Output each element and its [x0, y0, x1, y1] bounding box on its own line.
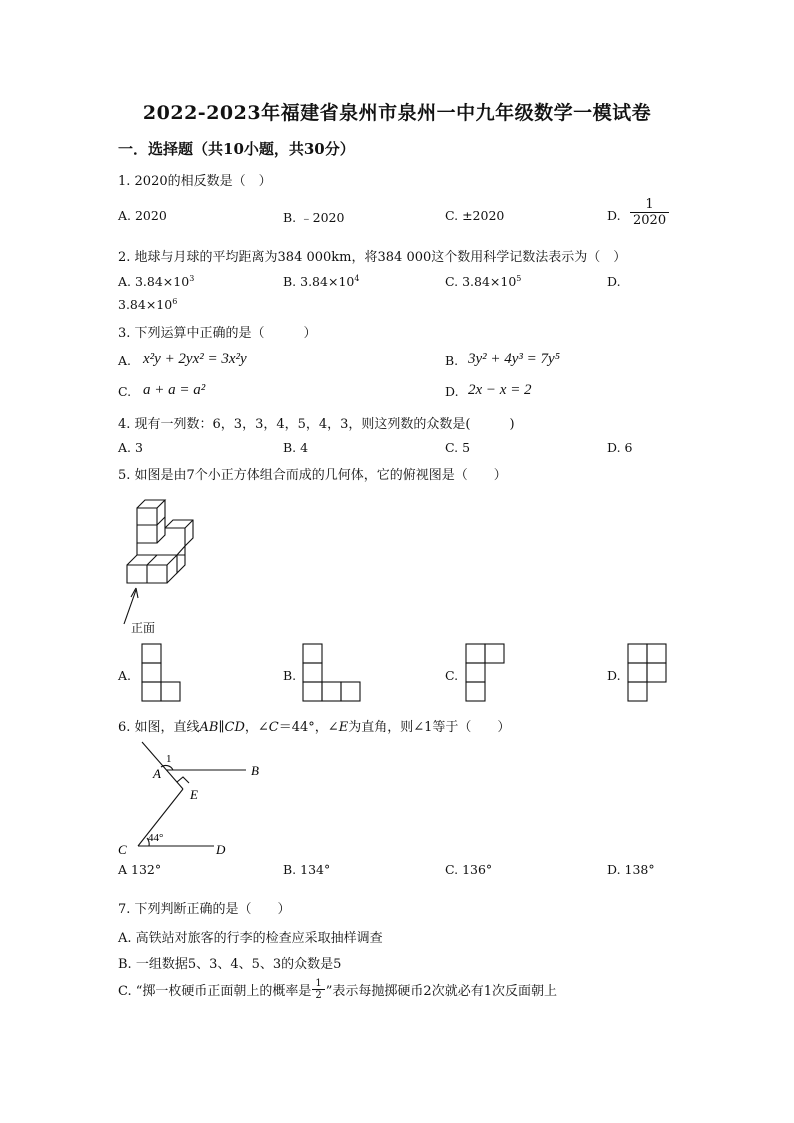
- q6-stem-suffix: 为直角，则∠1等于（ ）: [348, 720, 511, 735]
- question-6-stem: [118, 716, 510, 735]
- point-d-label: D: [216, 842, 226, 857]
- q1-option-c: C. ±2020: [445, 208, 505, 223]
- q5-option-a-label: A.: [118, 668, 132, 683]
- q6-option-c: C. 136°: [445, 862, 493, 877]
- question-1-stem: 1. 2020的相反数是（ ）: [118, 174, 272, 189]
- q3-option-c-expr: a + a = a²: [143, 382, 206, 398]
- q6-stem-line-cd: CD: [224, 720, 245, 735]
- q6-stem-point-e: E: [338, 720, 349, 735]
- fraction-numerator: 1: [315, 978, 322, 989]
- q5-option-d-label: D.: [607, 668, 621, 683]
- q6-stem-line-ab: AB: [199, 720, 219, 735]
- option-base: C. 3.84×10: [445, 274, 517, 289]
- q3-option-d-expr: 2x − x = 2: [468, 382, 532, 398]
- q7-option-c: [118, 980, 557, 1003]
- q1-option-a: A. 2020: [118, 208, 167, 223]
- question-3-stem: 3. 下列运算中正确的是（ ）: [118, 326, 317, 341]
- option-base: B. 3.84×10: [283, 274, 355, 289]
- q6-option-a: A 132°: [118, 862, 162, 877]
- q2-option-d: [118, 297, 177, 312]
- option-exponent: 4: [354, 273, 360, 283]
- q4-option-c: C. 5: [445, 440, 471, 455]
- angle-44-label: 44°: [148, 832, 164, 844]
- q3-option-c-label: C.: [118, 384, 132, 399]
- q3-option-a-expr: x²y + 2yx² = 3x²y: [143, 351, 247, 367]
- q6-stem-mid2: ＝44°，∠: [278, 720, 339, 735]
- option-exponent: 3: [189, 273, 195, 283]
- q6-stem-parallel: ∥: [218, 720, 225, 735]
- cube-stack-figure: [118, 488, 208, 636]
- question-5-stem: 5. 如图是由7个小正方体组合而成的几何体，它的俯视图是（ ）: [118, 468, 507, 483]
- q7-option-c-fraction: [312, 978, 324, 1001]
- q7-option-a: A. 高铁站对旅客的行李的检查应采取抽样调查: [118, 931, 383, 946]
- q6-option-b: B. 134°: [283, 862, 331, 877]
- question-2-stem: 2. 地球与月球的平均距离为384 000km，将384 000这个数用科学记数法表示为（ ）: [118, 250, 627, 265]
- question-7-stem: 7. 下列判断正确的是（ ）: [118, 902, 291, 917]
- front-view-label: 正面: [131, 621, 156, 635]
- fraction-numerator: 1: [645, 197, 654, 212]
- fraction-denominator: 2: [312, 989, 324, 1001]
- q6-stem-mid1: ，∠: [244, 720, 269, 735]
- q5-option-d-figure: [627, 643, 671, 705]
- q6-stem-point-c: C: [268, 720, 279, 735]
- q4-option-a: A. 3: [118, 440, 143, 455]
- point-b-label: B: [251, 763, 259, 778]
- option-exponent: 6: [172, 296, 178, 306]
- q5-option-a-figure: [141, 643, 183, 705]
- q5-option-b-figure: [302, 643, 364, 705]
- q2-option-c: [445, 274, 521, 289]
- q1-option-d-label: D.: [607, 208, 621, 223]
- point-c-label: C: [118, 842, 127, 857]
- q5-option-b-label: B.: [283, 668, 297, 683]
- q1-option-b: B. ﹣2020: [283, 210, 345, 225]
- q3-option-d-label: D.: [445, 384, 459, 399]
- option-exponent: 5: [516, 273, 522, 283]
- q7-option-c-suffix: ”表示每抛掷硬币2次就必有1次反面朝上: [325, 984, 557, 999]
- q7-option-b: B. 一组数据5、3、4、5、3的众数是5: [118, 957, 342, 972]
- q2-option-b: [283, 274, 359, 289]
- q1-option-d-fraction: [630, 197, 669, 228]
- section-heading: 一．选择题（共10小题，共30分）: [118, 140, 355, 158]
- parallel-lines-figure: [116, 738, 266, 858]
- point-e-label: E: [190, 787, 198, 802]
- q4-option-d: D. 6: [607, 440, 633, 455]
- question-4-stem: 4. 现有一列数：6，3，3，4，5，4，3，则这列数的众数是( ): [118, 417, 515, 432]
- q3-option-b-label: B.: [445, 353, 459, 368]
- q3-option-a-label: A.: [118, 353, 132, 368]
- q5-option-c-figure: [465, 643, 509, 705]
- q2-option-d-label: D.: [607, 274, 621, 289]
- q6-stem-prefix: 6. 如图，直线: [118, 720, 200, 735]
- fraction-denominator: 2020: [630, 212, 669, 228]
- option-base: A. 3.84×10: [118, 274, 190, 289]
- q7-option-c-prefix: C. “掷一枚硬币正面朝上的概率是: [118, 984, 312, 999]
- q6-option-d: D. 138°: [607, 862, 655, 877]
- q5-option-c-label: C.: [445, 668, 459, 683]
- q3-option-b-expr: 3y² + 4y³ = 7y⁵: [468, 351, 560, 367]
- angle-1-label: 1: [166, 753, 172, 765]
- option-base: 3.84×10: [118, 297, 173, 312]
- q2-option-a: [118, 274, 194, 289]
- point-a-label: A: [153, 766, 161, 781]
- page-title: 2022-2023年福建省泉州市泉州一中九年级数学一模试卷: [142, 102, 652, 124]
- q4-option-b: B. 4: [283, 440, 309, 455]
